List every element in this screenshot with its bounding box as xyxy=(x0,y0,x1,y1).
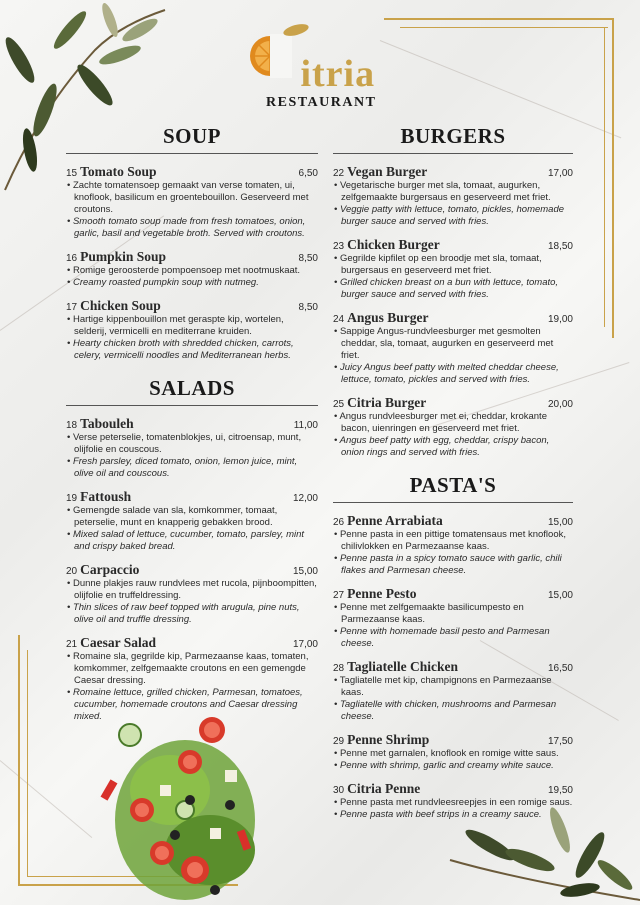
section-divider xyxy=(66,405,318,406)
section-divider xyxy=(333,153,573,154)
item-number: 21 xyxy=(66,639,78,650)
item-name: Pumpkin Soup xyxy=(80,249,167,264)
menu-item xyxy=(66,489,318,553)
item-description-en: • Thin slices of raw beef topped with arugula, pine nuts, olive oil and truffle dressing. xyxy=(67,602,300,625)
logo-initial xyxy=(272,53,300,95)
item-price: 16,50 xyxy=(547,663,573,674)
menu-item xyxy=(333,781,573,821)
item-number: 16 xyxy=(66,253,78,264)
pastas-section xyxy=(333,473,573,821)
item-description-nl: • Dunne plakjes rauw rundvlees met rucola, pijnboompitten, olijfolie en truffeldressing. xyxy=(67,578,317,601)
item-price: 18,50 xyxy=(547,241,573,252)
menu-item xyxy=(66,249,318,289)
item-name: Penne Shrimp xyxy=(347,732,430,747)
item-name: Penne Arrabiata xyxy=(347,513,443,528)
item-name: Chicken Burger xyxy=(347,237,440,252)
item-number: 27 xyxy=(333,590,345,601)
item-description-en: • Hearty chicken broth with shredded chicken, carrots, celery, vermicelli noodles and Mediterranean herbs. xyxy=(67,338,294,361)
frame-line-top-right xyxy=(384,18,614,20)
item-description-en: • Penne with shrimp, garlic and creamy white sauce. xyxy=(334,760,554,771)
item-number: 15 xyxy=(66,168,78,179)
section-title-burgers: BURGERS xyxy=(400,124,506,148)
item-price: 17,00 xyxy=(292,639,318,650)
section-divider xyxy=(333,502,573,503)
menu-item xyxy=(66,164,318,240)
item-description-en: • Mixed salad of lettuce, cucumber, tomato, parsley, mint and crispy baked bread. xyxy=(67,529,305,552)
frame-line-left-inner xyxy=(27,650,28,876)
item-number: 23 xyxy=(333,241,345,252)
item-description-en: • Penne pasta in a spicy tomato sauce with garlic, chili flakes and Parmesan cheese. xyxy=(334,553,562,576)
item-number: 28 xyxy=(333,663,345,674)
menu-item xyxy=(66,298,318,362)
soup-section xyxy=(66,124,318,362)
item-name: Caesar Salad xyxy=(80,635,157,650)
item-name: Penne Pesto xyxy=(347,586,417,601)
logo-text: itria xyxy=(300,53,376,95)
item-description-nl: • Angus rundvleesburger met ei, cheddar, krokante bacon, uienringen en geserveerd met friet. xyxy=(334,411,547,434)
logo-wordmark xyxy=(272,52,375,96)
right-column xyxy=(333,124,573,830)
item-name: Fattoush xyxy=(80,489,132,504)
item-description-nl: • Gegrilde kipfilet op een broodje met sla, tomaat, burgersaus en geserveerd met friet. xyxy=(334,253,542,276)
item-description-en: • Smooth tomato soup made from fresh tomatoes, onion, garlic, basil and vegetable broth. Served with croutons. xyxy=(67,216,306,239)
item-price: 15,00 xyxy=(547,517,573,528)
restaurant-logo xyxy=(248,22,398,117)
section-title-pastas: PASTA'S xyxy=(409,473,497,497)
item-number: 17 xyxy=(66,302,78,313)
item-price: 17,50 xyxy=(547,736,573,747)
item-description-nl: • Romaine sla, gegrilde kip, Parmezaanse kaas, tomaten, komkommer, zelfgemaakte croutons en een gemengde Caesar dressing. xyxy=(67,651,309,686)
frame-line-right-inner xyxy=(604,27,605,327)
item-name: Tomato Soup xyxy=(80,164,157,179)
item-price: 8,50 xyxy=(298,253,318,264)
item-price: 17,00 xyxy=(547,168,573,179)
frame-line-right xyxy=(612,18,614,338)
item-name: Carpaccio xyxy=(80,562,140,577)
marble-vein xyxy=(0,760,92,838)
item-number: 30 xyxy=(333,785,345,796)
item-description-en: • Juicy Angus beef patty with melted cheddar cheese, lettuce, tomato, pickles and served with fries. xyxy=(334,362,559,385)
menu-item xyxy=(333,164,573,228)
item-price: 8,50 xyxy=(298,302,318,313)
item-description-nl: • Penne pasta met rundvleesreepjes in een romige saus. xyxy=(334,797,573,808)
menu-item xyxy=(66,562,318,626)
section-title-salads: SALADS xyxy=(149,376,235,400)
item-price: 15,00 xyxy=(292,566,318,577)
salads-section xyxy=(66,376,318,723)
leaf-icon xyxy=(280,22,310,38)
item-price: 12,00 xyxy=(292,493,318,504)
item-description-nl: • Romige geroosterde pompoensoep met nootmuskaat. xyxy=(67,265,301,276)
item-name: Citria Penne xyxy=(347,781,421,796)
item-price: 6,50 xyxy=(298,168,318,179)
menu-item xyxy=(333,732,573,772)
item-name: Citria Burger xyxy=(347,395,427,410)
item-price: 11,00 xyxy=(293,420,318,431)
item-price: 20,00 xyxy=(547,399,573,410)
item-description-nl: • Gemengde salade van sla, komkommer, tomaat, peterselie, munt en knapperig gebakken brood. xyxy=(67,505,278,528)
item-price: 19,50 xyxy=(547,785,573,796)
item-price: 19,00 xyxy=(547,314,573,325)
menu-item xyxy=(333,237,573,301)
item-number: 25 xyxy=(333,399,345,410)
frame-line-top-right-inner xyxy=(400,27,608,28)
item-name: Tagliatelle Chicken xyxy=(347,659,459,674)
item-number: 18 xyxy=(66,420,78,431)
item-name: Angus Burger xyxy=(347,310,429,325)
item-description-en: • Veggie patty with lettuce, tomato, pickles, homemade burger sauce and served with fries. xyxy=(334,204,565,227)
left-column xyxy=(66,124,318,732)
menu-item xyxy=(333,586,573,650)
item-name: Vegan Burger xyxy=(347,164,428,179)
section-title-soup: SOUP xyxy=(162,124,221,148)
frame-line-left xyxy=(18,635,20,885)
item-description-nl: • Vegetarische burger met sla, tomaat, augurken, zelfgemaakte burgersaus en geserveerd met friet. xyxy=(334,180,551,203)
item-description-en: • Grilled chicken breast on a bun with lettuce, tomato, burger sauce and served with fries. xyxy=(334,277,559,300)
item-description-nl: • Verse peterselie, tomatenblokjes, ui, citroensap, munt, olijfolie en couscous. xyxy=(67,432,302,455)
item-number: 26 xyxy=(333,517,345,528)
section-divider xyxy=(66,153,318,154)
item-name: Tabouleh xyxy=(80,416,134,431)
item-description-en: • Creamy roasted pumpkin soup with nutmeg. xyxy=(67,277,259,288)
item-description-en: • Fresh parsley, diced tomato, onion, lemon juice, mint, olive oil and couscous. xyxy=(67,456,298,479)
item-number: 19 xyxy=(66,493,78,504)
item-description-en: • Penne with homemade basil pesto and Parmesan cheese. xyxy=(334,626,550,649)
item-description-en: • Tagliatelle with chicken, mushrooms and Parmesan cheese. xyxy=(334,699,557,722)
item-description-nl: • Penne pasta in een pittige tomatensaus met knoflook, chilivlokken en Parmezaanse kaas. xyxy=(334,529,566,552)
item-number: 22 xyxy=(333,168,345,179)
menu-item xyxy=(333,659,573,723)
item-number: 24 xyxy=(333,314,345,325)
item-description-nl: • Sappige Angus-rundvleesburger met gesmolten cheddar, sla, tomaat, augurken en geserveerd met friet. xyxy=(334,326,554,361)
item-price: 15,00 xyxy=(547,590,573,601)
menu-item xyxy=(333,310,573,386)
menu-item xyxy=(333,395,573,459)
item-description-nl: • Penne met garnalen, knoflook en romige witte saus. xyxy=(334,748,559,759)
burgers-section xyxy=(333,124,573,459)
item-description-nl: • Penne met zelfgemaakte basilicumpesto en Parmezaanse kaas. xyxy=(334,602,524,625)
item-description-en: • Romaine lettuce, grilled chicken, Parmesan, tomatoes, cucumber, homemade croutons and Caesar dressing mixed. xyxy=(67,687,303,722)
menu-item xyxy=(66,635,318,723)
logo-subtitle: RESTAURANT xyxy=(266,95,377,110)
menu-item xyxy=(333,513,573,577)
item-number: 29 xyxy=(333,736,345,747)
item-description-en: • Angus beef patty with egg, cheddar, crispy bacon, onion rings and served with fries. xyxy=(334,435,550,458)
item-name: Chicken Soup xyxy=(80,298,161,313)
salad-image xyxy=(90,710,290,905)
item-number: 20 xyxy=(66,566,78,577)
item-description-nl: • Tagliatelle met kip, champignons en Parmezaanse kaas. xyxy=(334,675,552,698)
item-description-en: • Penne pasta with beef strips in a creamy sauce. xyxy=(334,809,542,820)
item-description-nl: • Hartige kippenbouillon met geraspte kip, wortelen, selderij, vermicelli en mediterrane kruiden. xyxy=(67,314,284,337)
menu-item xyxy=(66,416,318,480)
item-description-nl: • Zachte tomatensoep gemaakt van verse tomaten, ui, knoflook, basilicum en groentebouillon. Geserveerd met croutons. xyxy=(67,180,309,215)
